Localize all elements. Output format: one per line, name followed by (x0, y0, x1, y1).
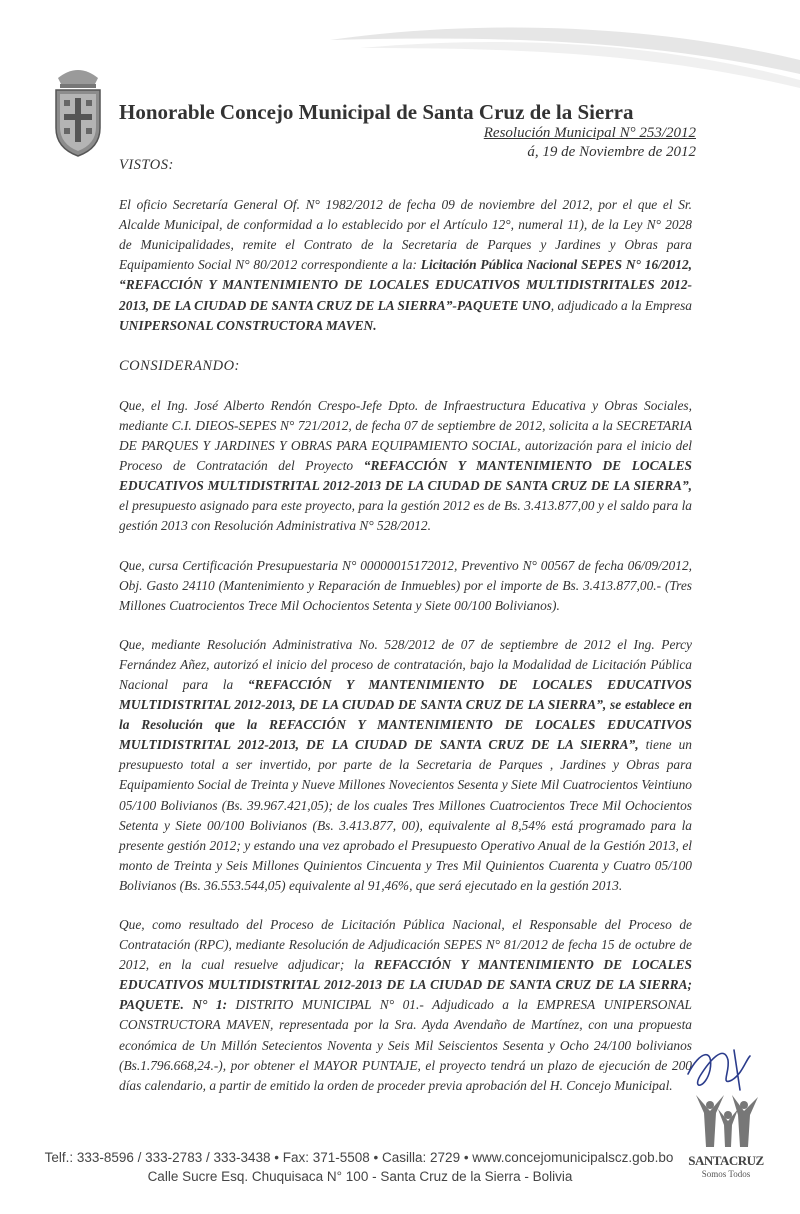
considerando-paragraph-2: Que, cursa Certificación Presupuestaria N° 00000015172012, Preventivo N° 00567 de fecha 06/09/2012, Obj. Gasto 24110 (Mantenimiento y Reparación de Inmuebles) por el importe de Bs. 3.413.877,00.- (Tres Millones Cuatrocientos Trece Mil Ochocientos Setenta y Siete 00/100 Bolivianos). (119, 557, 692, 613)
considerando-paragraph-1: Que, el Ing. José Alberto Rendón Crespo-Jefe Dpto. de Infraestructura Educativa y Obras Sociales, mediante C.I. DIEOS-SEPES N° 721/2012, de fecha 07 de septiembre de 2012, solicita a la SECRETARIA DE PARQUES Y JARDINES Y OBRAS PARA EQUIPAMIENTO SOCIAL, autorización para el inicio del Proceso de Contratación del Proyecto “REFACCIÓN Y MANTENIMIENTO DE LOCALES EDUCATIVOS MULTIDISTRITAL 2012-2013 DE LA CIUDAD DE SANTA CRUZ DE LA SIERRA”, el presupuesto asignado para este proyecto, para la gestión 2012 es de Bs. 3.413.877,00 y el saldo para la gestión 2013 con Resolución Administrativa N° 528/2012. (119, 397, 693, 534)
considerando-heading: CONSIDERANDO: (119, 357, 240, 374)
council-name: Honorable Concejo Municipal de Santa Cruz de la Sierra (119, 100, 634, 124)
vistos-paragraph: El oficio Secretaría General Of. N° 1982/2012 de fecha 09 de noviembre del 2012, por el que el Sr. Alcalde Municipal, de conformidad a lo establecido por el Artículo 12°, numeral 11), de la Ley N° 2028 de Municipalidades, remite el Contrato de la Secretaria de Parques y Jardines y Obras para Equipamiento Social N° 80/2012 correspondiente a la: Licitación Pública Nacional SEPES N° 16/2012, “REFACCIÓN Y MANTENIMIENTO DE LOCALES EDUCATIVOS MULTIDISTRITALES 2012-2013, DE LA CIUDAD DE SANTA CRUZ DE LA SIERRA”-PAQUETE UNO, adjudicado a la Empresa UNIPERSONAL CONSTRUCTORA MAVEN. (119, 197, 692, 333)
footer (0, 1148, 720, 1186)
vistos-heading: VISTOS: (119, 157, 174, 173)
considerando-paragraph-4: Que, como resultado del Proceso de Licitación Pública Nacional, el Responsable del Proceso de Contratación (RPC), mediante Resolución de Adjudicación SEPES N° 81/2012 de fecha 15 de octubre de 2012, en la cual resuelve adjudicar; la REFACCIÓN Y MANTENIMIENTO DE LOCALES EDUCATIVOS MULTIDISTRITAL 2012-2013 DE LA CIUDAD DE SANTA CRUZ DE LA SIERRA; PAQUETE. N° 1: DISTRITO MUNICIPAL N° 01.- Adjudicado a la EMPRESA UNIPERSONAL CONSTRUCTORA MAVEN, representada por la Sra. Ayda Avendaño de Martínez, con una propuesta económica de Un Millón Setecientos Noventa y Seis Mil Seiscientos Sesenta y Ocho 24/100 bolivianos (Bs.1.796.668,24.-), por obtener el MAYOR PUNTAJE, el proyecto tendrá un plazo de ejecución de 200 días calendario, a partir de emitido la orden de proceder previa aprobación del H. Concejo Municipal. (119, 917, 692, 1093)
people-logo-icon (686, 1075, 766, 1155)
document-body (119, 155, 692, 1096)
considerando-paragraph-3: Que, mediante Resolución Administrativa No. 528/2012 de 07 de septiembre de 2012 el Ing. Percy Fernández Añez, autorizó el inicio del proceso de contratación, bajo la Modalidad de Licitación Pública Nacional para la “REFACCIÓN Y MANTENIMIENTO DE LOCALES EDUCATIVOS MULTIDISTRITAL 2012-2013, DE LA CIUDAD DE SANTA CRUZ DE LA SIERRA”, se establece en la Resolución que la REFACCIÓN Y MANTENIMIENTO DE LOCALES EDUCATIVOS MULTIDISTRITAL 2012-2013, DE LA CIUDAD DE SANTA CRUZ DE LA SIERRA”, tiene un presupuesto total a ser invertido, por parte de la Secretaria de Parques , Jardines y Obras para Equipamiento Social de Treinta y Nueve Millones Novecientos Sesenta y Siete Mil Cuatrocientos Veintiuno 05/100 Bolivianos (Bs. 39.967.421,05); de los cuales Tres Millones Cuatrocientos Trece Mil Ochocientos Setenta y Siete 00/100 Bolivianos (Bs. 3.413.877, 00), equivalente al 8,54% está programado para la presente gestión 2012; y estando una vez aprobado el Presupuesto Operativo Anual de la Gestión 2013, el monto de Treinta y Seis Millones Quinientos Cincuenta y Tres Mil Quinientos Cuarenta y Cuatro 05/100 Bolivianos (Bs. 36.553.544,05) equivalente al 91,46%, que será ejecutado en la gestión 2013. (119, 636, 692, 893)
footer-address-line: Calle Sucre Esq. Chuquisaca N° 100 - Santa Cruz de la Sierra - Bolivia (147, 1169, 573, 1184)
coat-of-arms-icon (48, 58, 108, 158)
logo-subtitle: Somos Todos (701, 1169, 751, 1179)
logo-title: SANTACRUZ (688, 1153, 764, 1168)
resolution-date: á, 19 de Noviembre de 2012 (527, 144, 696, 160)
footer-contact-line: Telf.: 333-8596 / 333-2783 / 333-3438 • Fax: 371-5508 • Casilla: 2729 • www.concejomunicipalscz.gob.bo (44, 1150, 674, 1165)
resolution-number: Resolución Municipal N° 253/2012 (483, 125, 696, 141)
